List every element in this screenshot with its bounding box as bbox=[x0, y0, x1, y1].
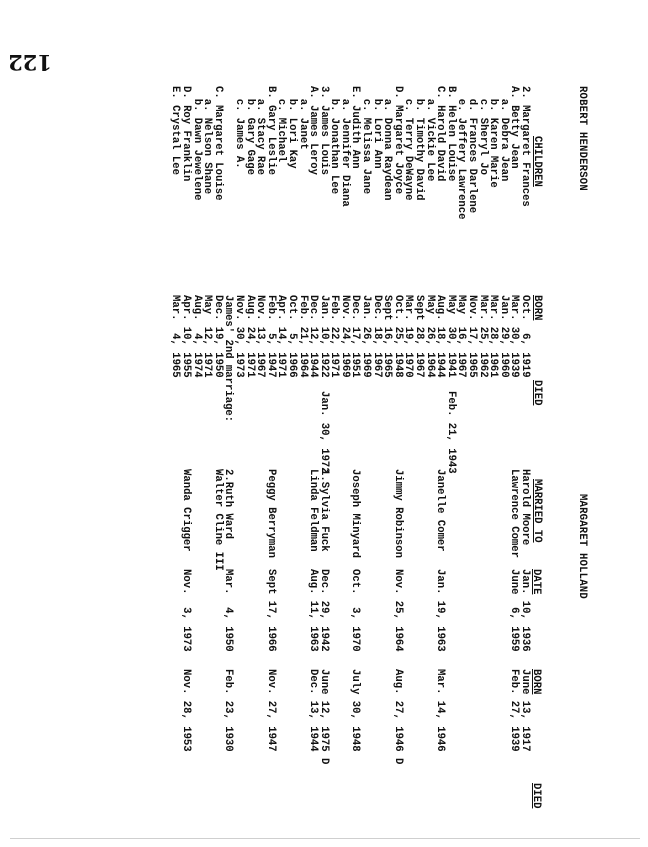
table-row bbox=[212, 86, 223, 806]
cell-name: a. Nelson Shane bbox=[201, 86, 214, 195]
cell-name: C. Margaret Louise bbox=[211, 86, 224, 201]
cell-married: Joseph Minyard bbox=[349, 469, 362, 559]
cell-married: 2.Ruth Ward bbox=[222, 469, 235, 539]
table-row bbox=[361, 86, 372, 806]
cell-sborn: June 13, 1917 bbox=[519, 669, 531, 752]
table-row bbox=[329, 86, 340, 806]
cell-born: Aug. 18, 1944 bbox=[434, 295, 447, 378]
cell-born: Jan. 29, 1960 bbox=[497, 295, 510, 378]
header-robert-henderson: ROBERT HENDERSON bbox=[576, 86, 588, 191]
cell-born: Nov. 24, 1969 bbox=[338, 295, 351, 378]
cell-sborn: Feb. 23, 1930 bbox=[222, 669, 235, 752]
cell-name: B. Gary Leslie bbox=[264, 86, 277, 176]
cell-born: May 26, 1964 bbox=[423, 295, 436, 378]
cell-born: Apr. 14, 1971 bbox=[275, 295, 288, 378]
table-row bbox=[466, 86, 477, 806]
cell-born: May 16, 1967 bbox=[455, 295, 468, 378]
table-row bbox=[488, 86, 499, 806]
cell-born: Mar. 30, 1939 bbox=[508, 295, 521, 378]
cell-name: d. Frances Darlene bbox=[466, 86, 479, 214]
cell-date: Mar. 4, 1950 bbox=[222, 569, 235, 652]
table-row bbox=[276, 86, 287, 806]
cell-name: b. Timothy David bbox=[413, 86, 426, 201]
cell-born: May 12, 1971 bbox=[201, 295, 214, 378]
cell-born: James' 2nd marriage: bbox=[222, 295, 235, 423]
table-row bbox=[223, 86, 234, 806]
cell-born: Mar. 19, 1970 bbox=[402, 295, 415, 378]
column-header-spouse-died: DIED bbox=[530, 783, 542, 809]
table-row bbox=[202, 86, 213, 806]
cell-name: E. Judith Ann bbox=[349, 86, 362, 169]
cell-sborn: Nov. 27, 1947 bbox=[264, 669, 277, 752]
cell-name: a. Jennifer Diana bbox=[338, 86, 351, 207]
cell-born: Nov. 17, 1965 bbox=[466, 295, 479, 378]
column-header-died: DIED bbox=[531, 380, 543, 406]
cell-born: Dec. 19, 1950 bbox=[211, 295, 224, 378]
cell-name: D. Roy Franklin bbox=[180, 86, 192, 182]
cell-name: A. James Leroy bbox=[307, 86, 320, 176]
cell-name: b. Dawn Jewelene bbox=[190, 86, 203, 201]
cell-died: Jan. 30, 1972 bbox=[317, 391, 330, 474]
cell-name: A. Betty Jean bbox=[508, 86, 521, 169]
cell-name: E. Crystal Lee bbox=[169, 86, 182, 176]
cell-born: Feb. 22, 1971 bbox=[328, 295, 341, 378]
table-row bbox=[392, 86, 403, 806]
cell-date: Dec. 29, 1942 bbox=[317, 569, 330, 652]
cell-sborn: Feb. 27, 1939 bbox=[508, 669, 521, 752]
table-row bbox=[445, 86, 456, 806]
table-row bbox=[244, 86, 255, 806]
cell-name: a. Debra Jean bbox=[497, 86, 510, 182]
table-row bbox=[371, 86, 382, 806]
scan-edge-line bbox=[10, 838, 640, 839]
cell-date: Nov. 3, 1973 bbox=[180, 569, 192, 652]
table-row bbox=[435, 86, 446, 806]
cell-born: Sept 28, 1967 bbox=[413, 295, 426, 378]
column-header-children: CHILDREN bbox=[531, 136, 543, 187]
table-row bbox=[180, 86, 191, 806]
table-row bbox=[413, 86, 424, 806]
table-row bbox=[424, 86, 435, 806]
column-header-born: BORN bbox=[531, 295, 543, 321]
cell-name: c. Sheryl Jo bbox=[476, 86, 489, 176]
cell-name: c. Melissa Jane bbox=[360, 86, 373, 195]
table-row bbox=[233, 86, 244, 806]
cell-sborn: Dec. 13, 1944 bbox=[307, 669, 320, 752]
cell-born: Nov. 30, 1973 bbox=[232, 295, 245, 378]
cell-married: Walter Cline III bbox=[211, 469, 224, 571]
cell-sborn: Aug. 27, 1946 D bbox=[391, 669, 404, 765]
cell-born: Mar. 4, 1965 bbox=[169, 295, 182, 378]
header-margaret-holland: MARGARET HOLLAND bbox=[576, 494, 588, 599]
cell-sborn: Mar. 14, 1946 bbox=[434, 669, 447, 752]
cell-name: a. Donna Raydean bbox=[381, 86, 394, 201]
cell-married: Janelle Comer bbox=[434, 469, 447, 552]
cell-name: a. Vickie Lee bbox=[423, 86, 436, 182]
cell-name: b. Karen Marie bbox=[487, 86, 500, 188]
cell-married: Lawrence Comer bbox=[508, 469, 521, 559]
cell-died: Feb. 21, 1943 bbox=[444, 391, 457, 474]
cell-name: b. Jonathan Lee bbox=[328, 86, 341, 195]
table-row bbox=[255, 86, 266, 806]
cell-name: c. Terry DeWayne bbox=[402, 86, 415, 201]
table-row bbox=[170, 86, 181, 806]
cell-date: Sept 17, 1966 bbox=[264, 569, 277, 652]
cell-name: 3. James Louis bbox=[317, 86, 330, 176]
table-row bbox=[477, 86, 488, 806]
cell-name: e. Jeffery Lawrence bbox=[455, 86, 468, 220]
cell-name: a. Stacy Rae bbox=[254, 86, 267, 176]
cell-married: Jimmy Robinson bbox=[391, 469, 404, 559]
cell-born: Dec. 17, 1951 bbox=[349, 295, 362, 378]
column-header-married-to: MARRIED TO bbox=[531, 479, 543, 543]
cell-born: Oct. 5, 1966 bbox=[285, 295, 298, 378]
cell-married: Linda Feldman bbox=[307, 469, 320, 552]
column-header-spouse-born: BORN bbox=[530, 669, 542, 695]
table-row bbox=[350, 86, 361, 806]
cell-born: Feb. 21, 1964 bbox=[296, 295, 309, 378]
cell-born: Apr. 10, 1955 bbox=[180, 295, 192, 378]
cell-date: Oct. 3, 1970 bbox=[349, 569, 362, 652]
cell-sborn: Nov. 28, 1953 bbox=[180, 669, 192, 752]
table-row bbox=[509, 86, 520, 806]
cell-born: Oct. 6, 1919 bbox=[519, 295, 531, 378]
cell-born: Sept 16, 1965 bbox=[381, 295, 394, 378]
table-row bbox=[339, 86, 350, 806]
cell-date: Jan. 19, 1963 bbox=[434, 569, 447, 652]
cell-married: 1.Sylvia Fuck bbox=[317, 469, 330, 552]
cell-name: b. Lori Kay bbox=[285, 86, 298, 169]
cell-born: Feb. 5, 1947 bbox=[264, 295, 277, 378]
table-row bbox=[191, 86, 202, 806]
cell-name: B. Helen Louise bbox=[444, 86, 457, 182]
cell-married: Wanda Crigger bbox=[180, 469, 192, 552]
table-row bbox=[318, 86, 329, 806]
cell-name: D. Margaret Joyce bbox=[391, 86, 404, 195]
cell-date: Nov. 25, 1964 bbox=[391, 569, 404, 652]
genealogy-table bbox=[68, 86, 588, 809]
cell-born: Jan. 26, 1969 bbox=[360, 295, 373, 378]
cell-name: c. Michael bbox=[275, 86, 288, 163]
table-row bbox=[403, 86, 414, 806]
page-number: 122 bbox=[8, 50, 52, 75]
cell-name: b. Gary Gage bbox=[243, 86, 256, 176]
cell-sborn: June 12, 1975 D bbox=[317, 669, 330, 765]
cell-name: 2. Margaret Frances bbox=[519, 86, 531, 207]
cell-born: Aug. 4, 1974 bbox=[190, 295, 203, 378]
cell-name: C. Harold David bbox=[434, 86, 447, 182]
cell-born: Oct. 25, 1948 bbox=[391, 295, 404, 378]
table-row bbox=[498, 86, 509, 806]
table-row bbox=[519, 86, 530, 806]
cell-date: June 6, 1959 bbox=[508, 569, 521, 652]
cell-born: Aug. 24, 1971 bbox=[243, 295, 256, 378]
cell-sborn: July 30, 1948 bbox=[349, 669, 362, 752]
cell-born: Mar. 28, 1961 bbox=[487, 295, 500, 378]
table-row bbox=[265, 86, 276, 806]
table-row bbox=[382, 86, 393, 806]
cell-married: Peggy Berryman bbox=[264, 469, 277, 559]
cell-born: May 30, 1941 bbox=[444, 295, 457, 378]
cell-born: Dec. 12, 1944 bbox=[307, 295, 320, 378]
cell-date: Aug. 11, 1963 bbox=[307, 569, 320, 652]
table-row bbox=[456, 86, 467, 806]
cell-born: Jan. 10, 1922 bbox=[317, 295, 330, 378]
cell-born: Dec. 18, 1967 bbox=[370, 295, 383, 378]
cell-married: Harold Moore bbox=[519, 469, 531, 546]
cell-name: c. James A. bbox=[232, 86, 245, 169]
cell-born: Nov. 13, 1967 bbox=[254, 295, 267, 378]
cell-name: a. Janet bbox=[296, 86, 309, 150]
table-row bbox=[308, 86, 319, 806]
table-row bbox=[297, 86, 308, 806]
table-rows bbox=[170, 86, 530, 806]
cell-name: b. Lori Ann bbox=[370, 86, 383, 169]
cell-born: Mar. 25, 1962 bbox=[476, 295, 489, 378]
cell-date: Jan. 10, 1936 bbox=[519, 569, 531, 652]
table-row bbox=[286, 86, 297, 806]
column-header-date: DATE bbox=[530, 569, 542, 595]
